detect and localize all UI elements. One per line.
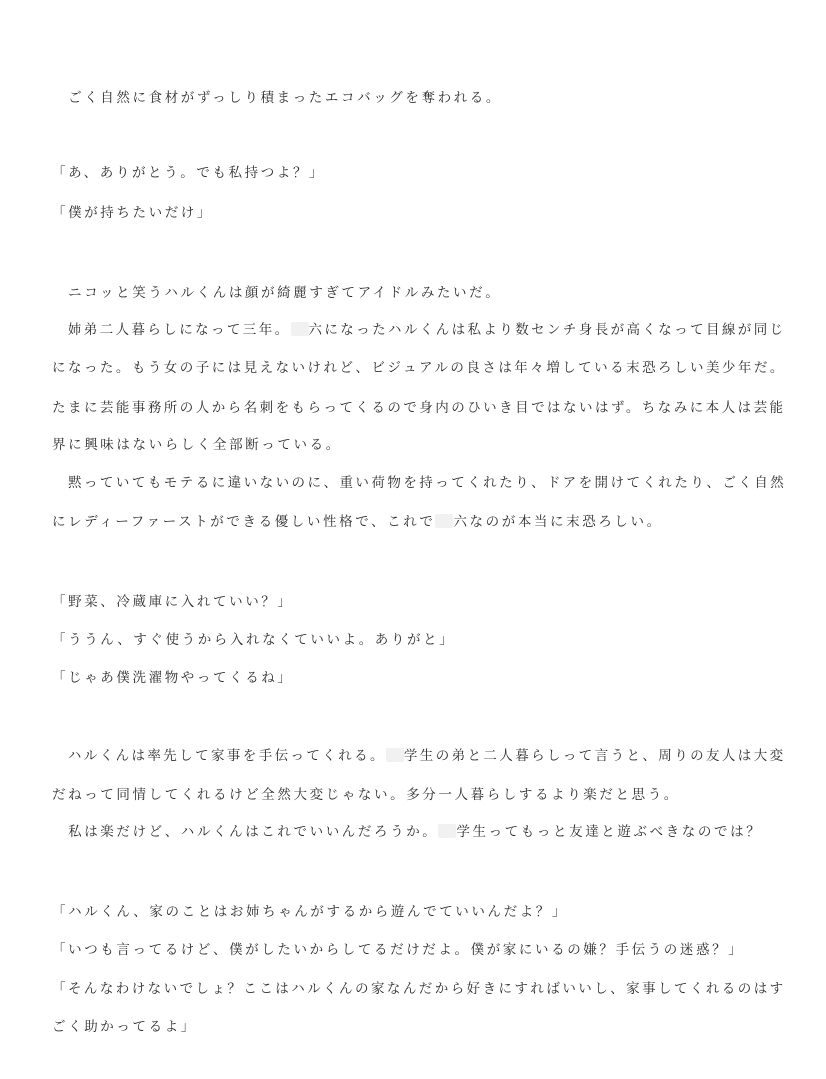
line-text: になった。もう女の子には見えないけれど、ビジュアルの良さは年々増している末恐ろしい美少年だ。 <box>52 360 786 376</box>
line-text: 「いつも言ってるけど、僕がしたいからしてるだけだよ。僕が家にいるの嫌？手伝うの迷惑？」 <box>52 942 745 958</box>
line-text: 「ううん、すぐ使うから入れなくていいよ。ありがと」 <box>52 632 456 648</box>
text-line <box>0 433 826 457</box>
text-line <box>0 396 826 420</box>
dialogue-line <box>0 938 826 962</box>
line-segment: 六になったハルくんは私より数センチ身長が高くなって目線が同じ <box>308 322 786 338</box>
line-text: 黙っていてもモテるに違いないのに、重い荷物を持ってくれたり、ドアを開けてくれたり、ごく自然 <box>52 475 787 491</box>
line-text <box>52 744 786 768</box>
line-text: だねって同情してくれるけど全然大変じゃない。多分一人暮らしするより楽だと思う。 <box>52 787 680 803</box>
line-text: 「野菜、冷蔵庫に入れていい？」 <box>52 594 294 610</box>
dialogue-line <box>0 900 826 924</box>
text-line <box>0 820 826 844</box>
line-text: 「僕が持ちたいだけ」 <box>52 205 213 221</box>
redacted-blank <box>438 824 456 838</box>
line-segment: ハルくんは率先して家事を手伝ってくれる。 <box>52 748 386 764</box>
text-line <box>0 318 826 342</box>
line-segment: にレディーファーストができる優しい性格で、これで <box>52 514 436 530</box>
line-segment: 学生の弟と二人暮らしって言うと、周りの友人は大変 <box>403 748 786 764</box>
line-text: ごく自然に食材がずっしり積まったエコバッグを奪われる。 <box>52 90 502 106</box>
line-segment: 私は楽だけど、ハルくんはこれでいいんだろうか。 <box>52 824 439 840</box>
redacted-blank <box>435 514 453 528</box>
line-text: たまに芸能事務所の人から名刺をもらってくるので身内のひいき目ではないはず。ちなみに本人は芸能 <box>52 400 786 416</box>
line-segment: 学生ってもっと友達と遊ぶべきなのでは？ <box>456 824 763 840</box>
line-text: ニコッと笑うハルくんは顔が綺麗すぎてアイドルみたいだ。 <box>52 285 502 301</box>
line-segment: 六なのが本当に末恐ろしい。 <box>453 514 663 530</box>
text-line <box>0 744 826 768</box>
line-text <box>52 510 663 534</box>
dialogue-line <box>0 201 826 225</box>
dialogue-line <box>0 1015 826 1039</box>
dialogue-line <box>0 666 826 690</box>
text-line <box>0 356 826 380</box>
line-text: ごく助かってるよ」 <box>52 1019 197 1035</box>
line-text: 「あ、ありがとう。でも私持つよ？」 <box>52 165 326 181</box>
dialogue-line <box>0 590 826 614</box>
line-text: 「じゃあ僕洗濯物やってくるね」 <box>52 670 294 686</box>
line-text: 「そんなわけないでしょ？ここはハルくんの家なんだから好きにすればいいし、家事してくれるのはす <box>52 981 786 997</box>
line-text: 界に興味はないらしく全部断っている。 <box>52 437 342 453</box>
line-segment: 姉弟二人暮らしになって三年。 <box>52 322 291 338</box>
text-line <box>0 471 826 495</box>
text-line <box>0 510 826 534</box>
dialogue-line <box>0 628 826 652</box>
text-line <box>0 783 826 807</box>
line-text <box>52 820 762 844</box>
line-text: 「ハルくん、家のことはお姉ちゃんがするから遊んでていいんだよ？」 <box>52 904 569 920</box>
text-line <box>0 86 826 110</box>
text-line <box>0 281 826 305</box>
redacted-blank <box>386 748 404 762</box>
dialogue-line <box>0 161 826 185</box>
redacted-blank <box>291 322 309 336</box>
line-text <box>52 318 786 342</box>
dialogue-line <box>0 977 826 1001</box>
